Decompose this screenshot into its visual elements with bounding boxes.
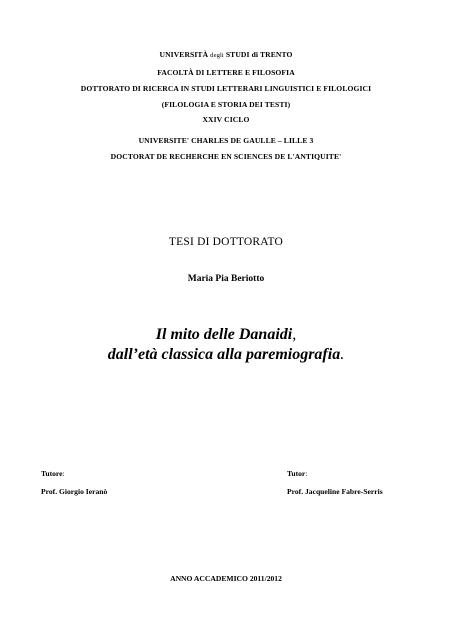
thesis-title-line-2-text: dall’età classica alla paremiografia (107, 346, 341, 363)
left-supervisor-label-colon: : (62, 469, 65, 478)
thesis-title-line-2-punct: . (340, 346, 345, 363)
partner-university-line: UNIVERSITE' CHARLES DE GAULLE – LILLE 3 (138, 136, 314, 145)
cycle-line: XXIV CICLO (202, 115, 250, 124)
right-supervisor-label-text: Tutor (287, 469, 306, 478)
right-supervisor-label (287, 469, 307, 478)
right-supervisor-label-colon: : (305, 469, 308, 478)
faculty-line: FACOLTÀ DI LETTERE E FILOSOFIA (157, 68, 295, 77)
university-name-mid: degli (210, 52, 224, 59)
thesis-title-line-1-text: Il mito delle Danaidi (155, 326, 293, 343)
thesis-title-line-1-punct: , (292, 326, 297, 343)
left-supervisor-name: Prof. Giorgio Ieranò (41, 487, 108, 496)
thesis-title-line-1 (0, 326, 452, 344)
university-name-end: STUDI di TRENTO (225, 50, 293, 59)
left-supervisor-label (41, 469, 65, 478)
partner-doctorate-line: DOCTORAT DE RECHERCHE EN SCIENCES DE L'ANTIQUITE' (110, 152, 342, 161)
right-supervisor-name: Prof. Jacqueline Fabre-Serris (287, 487, 383, 496)
university-name-start: UNIVERSITÀ (159, 50, 209, 59)
university-line (0, 50, 452, 59)
curriculum-line: (FILOLOGIA E STORIA DEI TESTI) (161, 100, 291, 109)
thesis-type: TESI DI DOTTORATO (168, 236, 284, 248)
thesis-title-line-2 (0, 346, 452, 364)
left-supervisor-label-text: Tutore (41, 469, 63, 478)
academic-year: ANNO ACCADEMICO 2011/2012 (170, 574, 282, 583)
doctorate-line: DOTTORATO DI RICERCA IN STUDI LETTERARI LINGUISTICI E FILOLOGICI (80, 84, 372, 93)
thesis-author: Maria Pia Beriotto (187, 274, 265, 284)
